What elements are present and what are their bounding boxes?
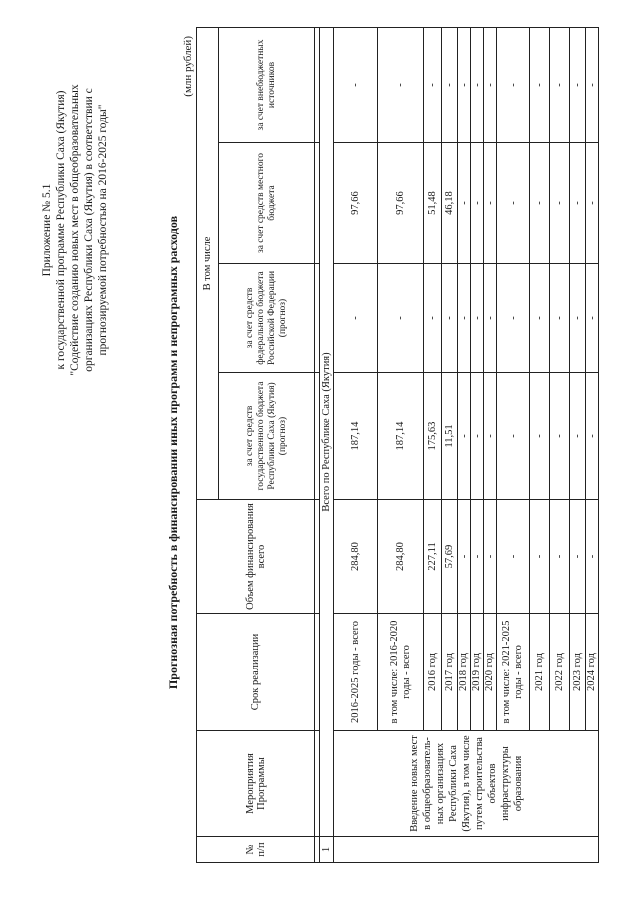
appendix-line: к государственной программе Республики Саха (Якутия) — [55, 90, 67, 370]
section-label: Всего по Республике Саха (Якутия) — [320, 27, 334, 836]
federal-cell: - — [424, 264, 442, 373]
local-cell: 97,66 — [378, 143, 424, 264]
total-cell: - — [586, 500, 599, 614]
appendix-line: "Содействие созданию новых мест в общеобразовательных — [69, 84, 81, 376]
federal-cell: - — [334, 264, 378, 373]
financing-table — [196, 27, 599, 863]
total-cell: - — [550, 500, 570, 614]
header-num: № п/п — [197, 837, 315, 863]
total-cell: - — [458, 500, 471, 614]
extra-cell: - — [458, 27, 471, 142]
extra-cell: - — [586, 27, 599, 142]
extra-cell: - — [334, 27, 378, 142]
row-number-cell — [334, 837, 599, 863]
local-cell: 46,18 — [442, 143, 458, 264]
appendix-block — [40, 25, 110, 435]
local-cell: 97,66 — [334, 143, 378, 264]
activity-cell: Введение новых мест в общеобразователь-ных организациях Республики Саха (Якутия), в том числе путем строительства объектов инфраструктуры образования — [334, 731, 599, 837]
units-label: (млн рублей) — [182, 36, 194, 97]
table-row — [334, 27, 378, 862]
period-cell: в том числе: 2021-2025 годы - всего — [497, 614, 530, 731]
total-cell: - — [497, 500, 530, 614]
header-activity: Мероприятия Программы — [197, 731, 315, 837]
local-cell: - — [484, 143, 497, 264]
regional-cell: 11,51 — [442, 373, 458, 500]
extra-cell: - — [550, 27, 570, 142]
local-cell: - — [550, 143, 570, 264]
federal-cell: - — [484, 264, 497, 373]
federal-cell: - — [442, 264, 458, 373]
total-cell: - — [484, 500, 497, 614]
extra-cell: - — [530, 27, 550, 142]
regional-cell: - — [471, 373, 484, 500]
period-cell: 2017 год — [442, 614, 458, 731]
extra-cell: - — [378, 27, 424, 142]
total-cell: - — [471, 500, 484, 614]
period-cell: 2016-2025 годы - всего — [334, 614, 378, 731]
period-cell: 2019 год — [471, 614, 484, 731]
regional-cell: - — [586, 373, 599, 500]
period-cell: в том числе: 2016-2020 годы - всего — [378, 614, 424, 731]
extra-cell: - — [484, 27, 497, 142]
appendix-line: прогнозируемой потребностью на 2016-2025 годы" — [97, 104, 109, 356]
period-cell: 2018 год — [458, 614, 471, 731]
federal-cell: - — [378, 264, 424, 373]
period-cell: 2023 год — [570, 614, 586, 731]
federal-cell: - — [471, 264, 484, 373]
local-cell: - — [530, 143, 550, 264]
regional-cell: - — [550, 373, 570, 500]
total-cell: - — [570, 500, 586, 614]
regional-cell: 187,14 — [378, 373, 424, 500]
federal-cell: - — [550, 264, 570, 373]
document-title: Прогнозная потребность в финансировании иных программ и непрограмных расходов — [166, 215, 180, 690]
regional-cell: 175,63 — [424, 373, 442, 500]
extra-cell: - — [570, 27, 586, 142]
local-cell: - — [586, 143, 599, 264]
header-including: В том числе — [197, 27, 219, 499]
header-total: Объем финансирования всего — [197, 500, 315, 614]
period-cell: 2024 год — [586, 614, 599, 731]
local-cell: - — [497, 143, 530, 264]
appendix-line: организациях Республики Саха (Якутия) в соответствии с — [83, 88, 95, 372]
row-number: 1 — [320, 837, 334, 863]
header-federal: за счет средств федерального бюджета Российской Федерации (прогноз) — [219, 264, 315, 373]
extra-cell: - — [497, 27, 530, 142]
total-cell: 227,11 — [424, 500, 442, 614]
local-cell: - — [458, 143, 471, 264]
federal-cell: - — [458, 264, 471, 373]
header-regional: за счет средств государственного бюджета Республики Саха (Якутия) (прогноз) — [219, 373, 315, 500]
appendix-number: Приложение № 5.1 — [41, 183, 53, 277]
total-cell: 284,80 — [378, 500, 424, 614]
regional-cell: - — [570, 373, 586, 500]
extra-cell: - — [442, 27, 458, 142]
regional-cell: - — [458, 373, 471, 500]
federal-cell: - — [530, 264, 550, 373]
period-cell: 2022 год — [550, 614, 570, 731]
total-cell: 57,69 — [442, 500, 458, 614]
regional-cell: - — [530, 373, 550, 500]
federal-cell: - — [570, 264, 586, 373]
federal-cell: - — [497, 264, 530, 373]
header-period: Срок реализации — [197, 614, 315, 731]
local-cell: - — [471, 143, 484, 264]
period-cell: 2021 год — [530, 614, 550, 731]
regional-cell: 187,14 — [334, 373, 378, 500]
header-extra: за счет внебюджетных источников — [219, 27, 315, 142]
regional-cell: - — [484, 373, 497, 500]
federal-cell: - — [586, 264, 599, 373]
local-cell: 51,48 — [424, 143, 442, 264]
period-cell: 2016 год — [424, 614, 442, 731]
header-local: за счет средств местного бюджета — [219, 143, 315, 264]
local-cell: - — [570, 143, 586, 264]
total-cell: 284,80 — [334, 500, 378, 614]
regional-cell: - — [497, 373, 530, 500]
extra-cell: - — [471, 27, 484, 142]
total-cell: - — [530, 500, 550, 614]
period-cell: 2020 год — [484, 614, 497, 731]
extra-cell: - — [424, 27, 442, 142]
